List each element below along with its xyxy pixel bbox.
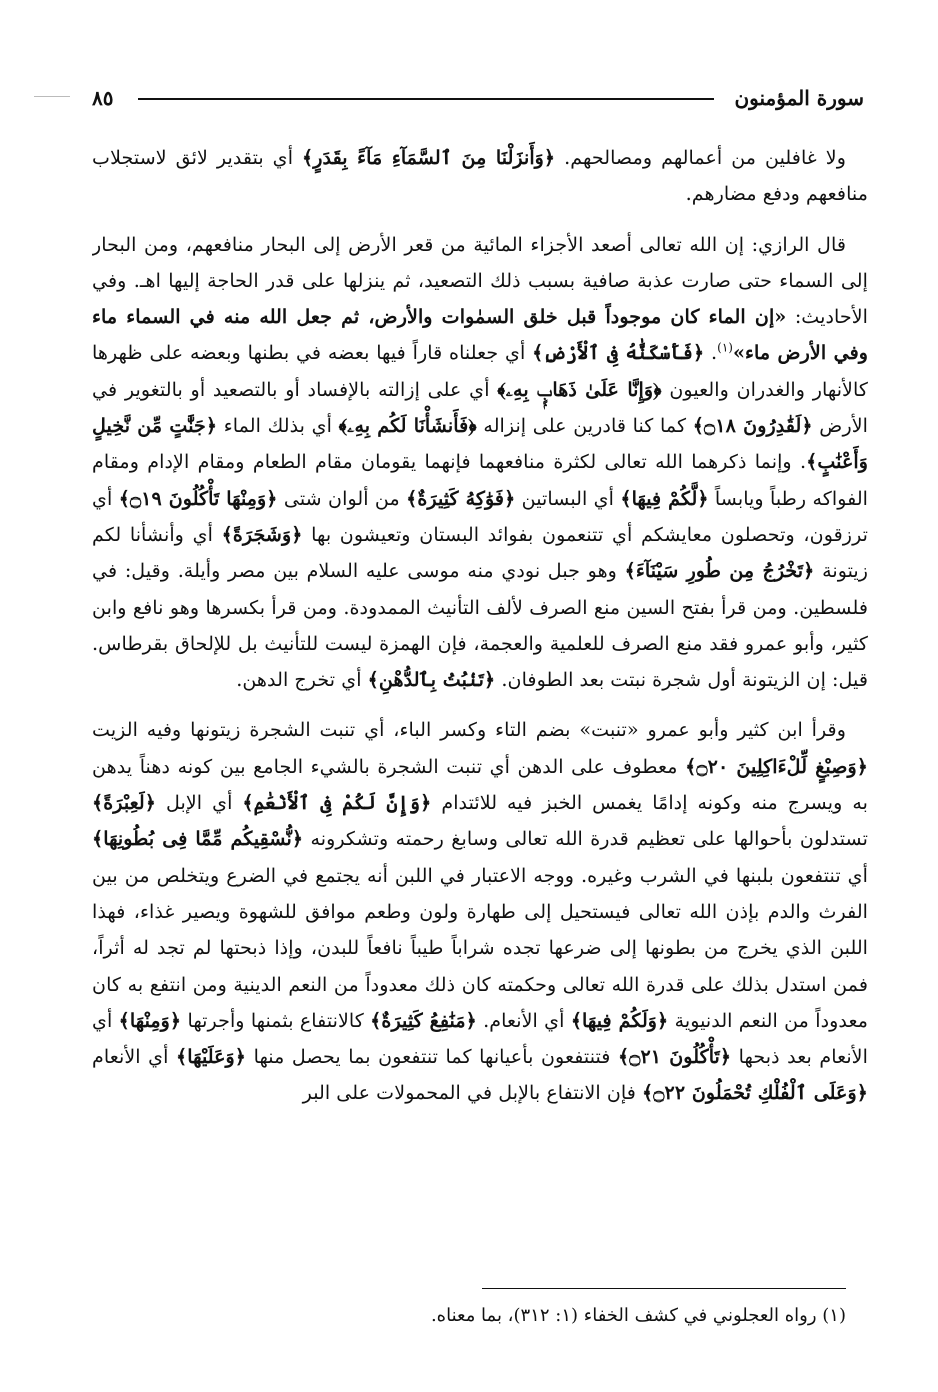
- text-span: ولا غافلين من أعمالهم ومصالحهم.: [564, 146, 846, 169]
- text-span: أي الأنعام.: [483, 1008, 565, 1032]
- paragraph-2: قال الرازي: إن الله تعالى أصعد الأجزاء المائية من قعر الأرض إلى البحار منافعهم، ومن البحار إلى السماء حتى صارت عذبة صافية بسبب ذلك التصعيد، ثم ينزلها على قدر الحاجة إليها اهـ. وفي الأحاديث: «إن الماء كان موجوداً قبل خلق السمٰوات والأرض، ثم جعل الله منه في السماء ماء وفي الأرض ماء»$^{(١)}$. ﴿فَأَسْكَنَّٰهُ فِى ٱلْأَرْضِ﴾ أي جعلناه قاراً فيها بعضه في بطنها وبعضه على ظهرها كالأنهار والغدران والعيون ﴿وَإِنَّا عَلَىٰ ذَهَابٍۭ بِهِۦ﴾ أي على إزالته بالإفساد أو بالتصعيد أو بالتغوير في الأرض ﴿لَقَٰدِرُونَ ۝١٨﴾ كما كنا قادرين على إنزاله ﴿فَأَنشَأْنَا لَكُم بِهِۦ﴾ أي بذلك الماء ﴿جَنَّٰتٍ مِّن نَّخِيلٍ وَأَعْنَٰبٍ﴾. وإنما ذكرهما الله تعالى لكثرة منافعهما فإنهما يقومان مقام الطعام ومقام الإدام ومقام الفواكه رطباً ويابساً ﴿لَّكُمْ فِيهَا﴾ أي البساتين ﴿فَوَٰكِهُ كَثِيرَةٌ﴾ من ألوان شتى ﴿وَمِنْهَا تَأْكُلُونَ ۝١٩﴾ أي ترزقون، وتحصلون معايشكم أي تتنعمون بفوائد البستان وتعيشون بها ﴿وَشَجَرَةً﴾ أي وأنشأنا لكم زيتونة ﴿تَخْرُجُ مِن طُورِ سَيْنَآءَ﴾ وهو جبل نودي منه موسى عليه السلام بين مصر وأيلة. وقيل: في فلسطين. ومن قرأ بفتح السين منع الصرف لألف التأنيث الممدودة. ومن قرأ بكسرها وهو نافع وابن كثير، وأبو عمرو فقد منع الصرف للعلمية والعجمة، فإن الهمزة ليست للتأنيث بل للإلحاق بقرطاس. قيل: إن الزيتونة أول شجرة نبتت بعد الطوفان. ﴿تَنۢبُتُ بِٱلدُّهْنِ﴾ أي تخرج الدهن.: [92, 232, 868, 692]
- text-span: فتنتفعون بأعيانها كما تنتفعون بما يحصل منها: [253, 1045, 611, 1069]
- quran-quote: ﴿جَنَّٰتٍ مِّن نَّخِيلٍ وَأَعْنَٰبٍ﴾: [92, 414, 868, 474]
- text-span: . وإنما ذكرهما الله تعالى لكثرة منافعهما فإنهما يقومان مقام الطعام ومقام الإدام ومقام الفواكه رطباً ويابساً: [92, 450, 868, 510]
- text-span: أي البساتين: [521, 486, 614, 510]
- quran-quote: ﴿وَعَلَى ٱلْفُلْكِ تُحْمَلُونَ ۝٢٢﴾: [642, 1081, 868, 1105]
- text-span: كما كنا قادرين على إنزاله: [483, 414, 687, 438]
- quran-quote: ﴿وَإِنَّا عَلَىٰ ذَهَابٍۭ بِهِۦ﴾: [497, 377, 662, 401]
- text-span: أي تنتفعون بلبنها في الشرب وغيره. ووجه الاعتبار في اللبن أنه يجتمع في الضرع ويتخلص من بين الفرث والدم بإذن الله تعالى فيستحيل إلى طهارة ولون وطعم موافق للشهوة ويصير غذاء، فهذا اللبن الذي يخرج من بطونها إلى ضرعها تجده شراباً طيباً نافعاً للبدن، وإذا ذبحتها لم تجد له أثراً، فمن استدل بذلك على قدرة الله تعالى وحكمته كان ذلك معدوداً من النعم الدينية ومن انتفع به كان معدوداً من النعم الدنيوية: [92, 863, 868, 1032]
- quran-quote: ﴿وَشَجَرَةً﴾: [221, 522, 303, 546]
- text-span: أي جعلناه قاراً فيها بعضه في بطنها وبعضه على ظهرها كالأنهار والغدران والعيون: [92, 341, 868, 401]
- text-span: أي الإبل: [165, 791, 233, 815]
- text-span: كالانتفاع بثمنها وأجرتها: [187, 1008, 364, 1032]
- surah-title: سورة المؤمنون: [734, 86, 864, 110]
- quran-quote: ﴿تَخْرُجُ مِن طُورِ سَيْنَآءَ﴾: [624, 559, 815, 583]
- footnote-text: رواه العجلوني في كشف الخفاء (١: ٣١٢)، بما معناه.: [430, 1305, 817, 1326]
- text-span: أي ترزقون، وتحصلون معايشكم أي تتنعمون بفوائد البستان وتعيشون بها: [92, 486, 868, 546]
- quran-quote: ﴿نُّسْقِيكُم مِّمَّا فِى بُطُونِهَا﴾: [92, 827, 304, 851]
- text-span: من ألوان شتى: [283, 486, 400, 510]
- text-span: أي الأنعام: [92, 1045, 169, 1069]
- hadith-quote: «إن الماء كان موجوداً قبل خلق السمٰوات والأرض، ثم جعل الله منه في السماء ماء وفي الأرض ماء»: [92, 305, 868, 365]
- footnote-marker: (١): [717, 341, 733, 356]
- quran-quote: ﴿تَنۢبُتُ بِٱلدُّهْنِ﴾: [367, 668, 496, 692]
- paragraph-1: [92, 140, 868, 213]
- quran-quote: ﴿وَعَلَيْهَا﴾: [176, 1045, 247, 1069]
- quran-quote: ﴿وَلَكُمْ فِيهَا﴾: [570, 1008, 669, 1032]
- quran-quote: ﴿وَصِبْغٍ لِّلْءَاكِلِينَ ۝٢٠﴾: [685, 754, 868, 778]
- quran-quote: ﴿تَأْكُلُونَ ۝٢١﴾: [618, 1045, 732, 1069]
- quran-quote: ﴿وَإِنَّ لَكُمْ فِى ٱلْأَنْعَٰمِ﴾: [242, 791, 432, 815]
- text-span: وقرأ ابن كثير وأبو عمرو «تنبت» بضم التاء وكسر الباء، أي تنبت الشجرة زيتونها وفيه الزيت: [92, 718, 846, 742]
- footnote-rule: [482, 1288, 846, 1289]
- quran-quote: ﴿فَأَنشَأْنَا لَكُم بِهِۦ﴾: [338, 414, 477, 438]
- text-span: قال الرازي: إن الله تعالى أصعد الأجزاء المائية من قعر الأرض إلى البحار منافعهم، ومن البحار إلى السماء حتى صارت عذبة صافية بسبب ذلك التصعيد، ثم ينزلها على قدر الحاجة إليها اهـ. وفي الأحاديث:: [92, 232, 868, 329]
- text-span: تستدلون بأحوالها على تعظيم قدرة الله تعالى وسابغ رحمته وتشكرونه: [310, 827, 868, 851]
- quran-quote: ﴿مَنَٰفِعُ كَثِيرَةٌ﴾: [370, 1008, 477, 1032]
- header-rule: [138, 98, 714, 100]
- page-body: [92, 140, 868, 1270]
- page-number: ٨٥: [92, 86, 114, 110]
- quran-quote: ﴿وَمِنْهَا﴾: [118, 1008, 182, 1032]
- quran-quote: ﴿لَّكُمْ فِيهَا﴾: [620, 486, 709, 510]
- quran-quote: ﴿لَعِبْرَةً﴾: [92, 791, 157, 815]
- corner-mark: [34, 96, 70, 97]
- quran-quote: ﴿وَأَنزَلْنَا مِنَ ٱلسَّمَآءِ مَآءً بِقَدَرٍ﴾: [301, 146, 556, 169]
- quran-quote: ﴿فَوَٰكِهُ كَثِيرَةٌ﴾: [406, 486, 516, 510]
- text-span: أي وأنشأنا لكم زيتونة: [92, 522, 868, 583]
- text-span: أي بتقدير لائق لاستجلاب منافعهم ودفع مضارهم.: [92, 146, 868, 206]
- quran-quote: ﴿لَقَٰدِرُونَ ۝١٨﴾: [692, 414, 813, 438]
- text-span: أي الأنعام بعد ذبحها: [92, 1008, 868, 1069]
- quran-quote: ﴿فَأَسْكَنَّٰهُ فِى ٱلْأَرْضِ﴾: [532, 341, 705, 365]
- text-span: أي على إزالته بالإفساد أو بالتصعيد أو بالتغوير في الأرض: [92, 377, 868, 438]
- quran-quote: ﴿وَمِنْهَا تَأْكُلُونَ ۝١٩﴾: [118, 486, 278, 510]
- footnote: [70, 1302, 846, 1330]
- page-header: [92, 82, 864, 116]
- footnote-number: (١): [822, 1305, 846, 1326]
- text-span: وهو جبل نودي منه موسى عليه السلام بين مصر وأيلة. وقيل: في فلسطين. ومن قرأ بفتح السين منع الصرف لألف التأنيث الممدودة. ومن قرأ بكسرها وهو نافع وابن كثير، وأبو عمرو فقد منع الصرف للعلمية والعجمة، فإن الهمزة ليست للتأنيث بل للإلحاق بقرطاس. قيل: إن الزيتونة أول شجرة نبتت بعد الطوفان.: [92, 559, 868, 692]
- paragraph-3: [92, 712, 868, 1111]
- text-span: معطوف على الدهن أي تنبت الشجرة بالشيء الجامع بين كونه دهناً يدهن به ويسرج منه وكونه إدامًا يغمس الخبز فيه للائتدام: [92, 754, 868, 815]
- text-span: أي بذلك الماء: [223, 414, 332, 438]
- text-span: أي تخرج الدهن.: [236, 668, 362, 692]
- text-span: فإن الانتفاع بالإبل في المحمولات على البر: [302, 1081, 636, 1105]
